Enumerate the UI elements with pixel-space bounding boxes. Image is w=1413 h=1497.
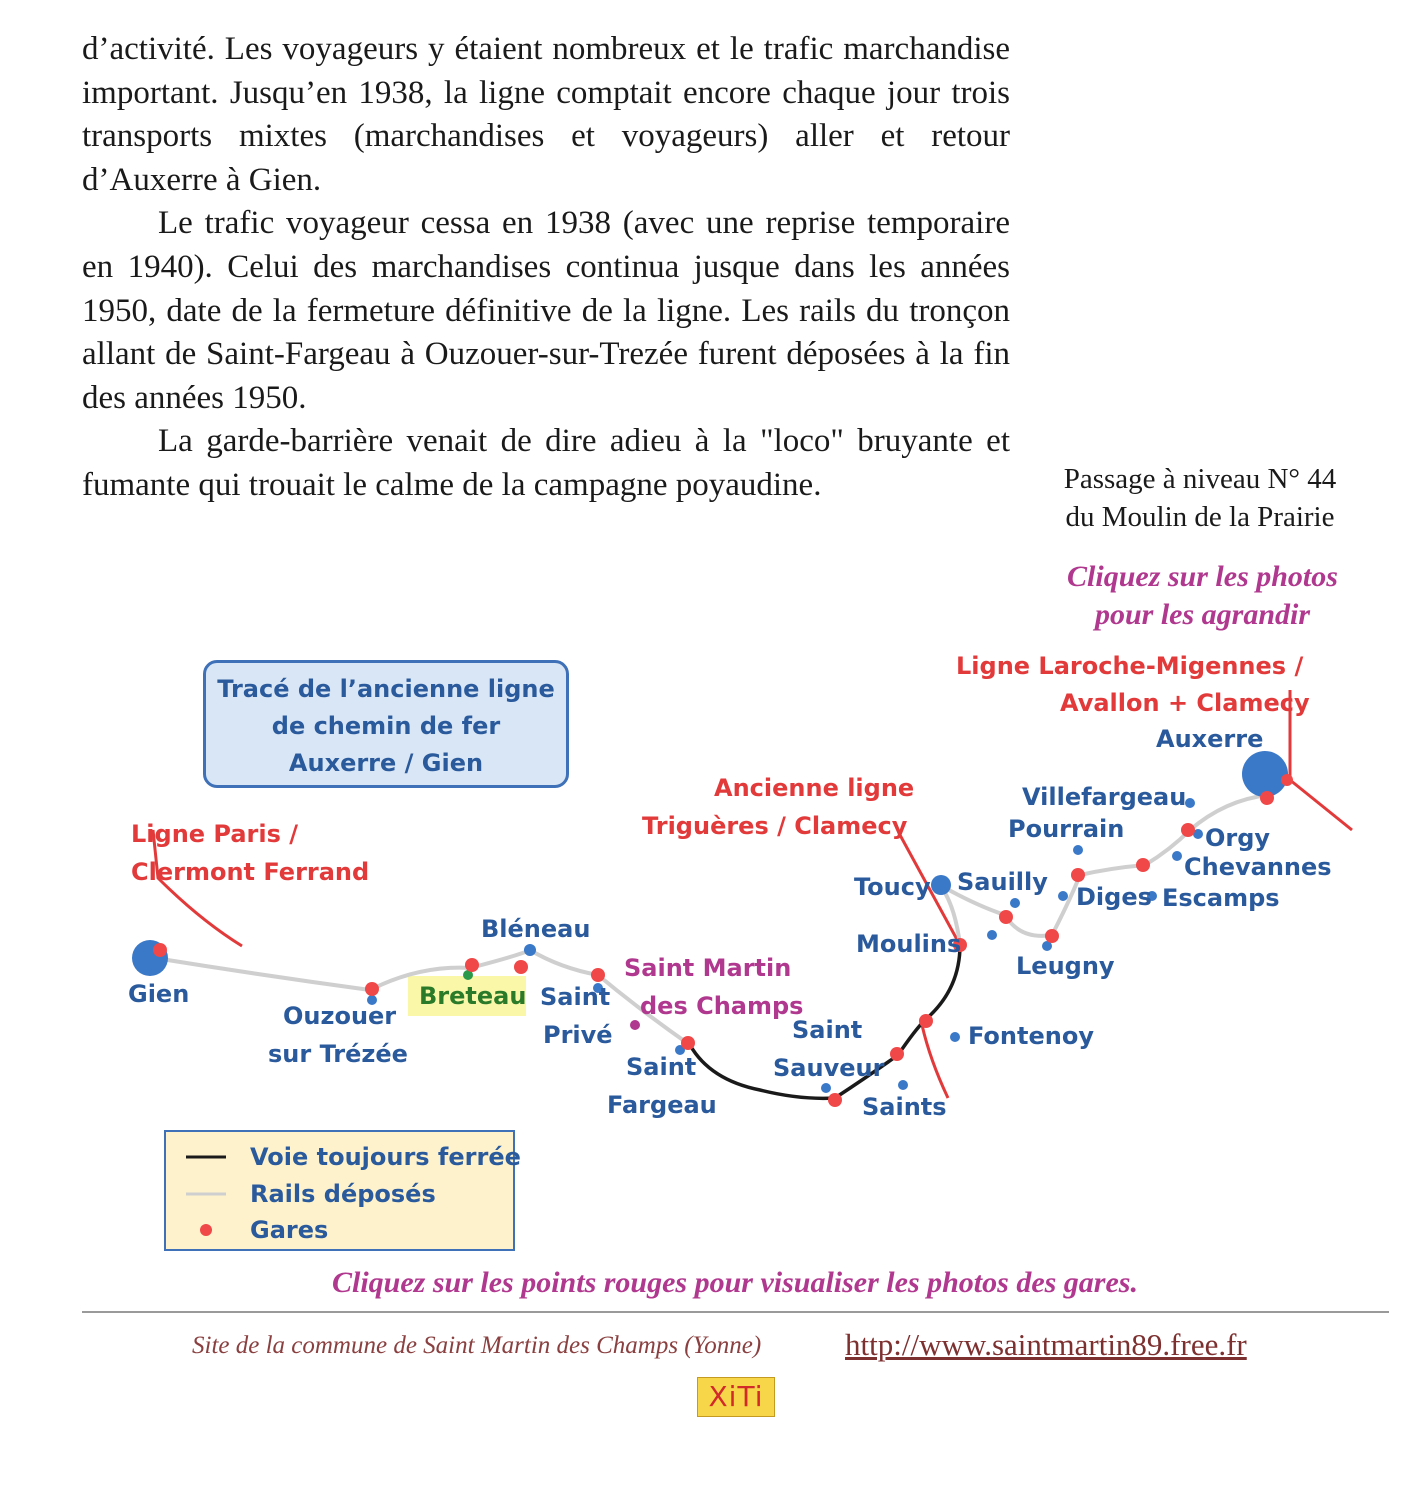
- footer-site-text: Site de la commune de Saint Martin des Champs (Yonne): [192, 1332, 762, 1359]
- label-saint-fargeau-1: Saint: [626, 1053, 697, 1081]
- label-fontenoy: Fontenoy: [968, 1022, 1094, 1050]
- label-saint-martin-2: des Champs: [640, 992, 804, 1020]
- town-dot-diges: [1058, 891, 1068, 901]
- paragraph-2: Le trafic voyageur cessa en 1938 (avec une reprise temporaire en 1940). Celui des marchandises continua jusque dans les années 1950, date de la fermeture définitive de la ligne. Les rails du tronçon allant de Saint-Fargeau à Ouzouer-sur-Trezée furent déposées à la fin des années 1950.: [82, 205, 1010, 416]
- label-ouzouer-1: Ouzouer: [283, 1002, 397, 1030]
- auxerre-circle: [1242, 751, 1288, 797]
- label-saint-sauveur-1: Saint: [792, 1016, 863, 1044]
- town-dot-moulins: [987, 930, 997, 940]
- legend-row-gares: [166, 1215, 513, 1247]
- label-auxerre: Auxerre: [1156, 725, 1264, 753]
- town-dot-fontenoy: [950, 1032, 960, 1042]
- paragraph-1: d’activité. Les voyageurs y étaient nombreux et le trafic marchandise important. Jusqu’en 1938, la ligne comptait encore chaque jour trois transports mixtes (marchandises et voyageurs) aller et retour d’Auxerre à Gien.: [82, 31, 1010, 198]
- legend-red-dot-icon: [186, 1215, 226, 1245]
- station-gien: [153, 943, 167, 957]
- station-diges: [1071, 868, 1085, 882]
- xiti-counter-badge[interactable]: XiTi: [697, 1377, 775, 1417]
- photo-caption-line1: Passage à niveau N° 44: [1063, 463, 1337, 495]
- label-saint-martin-1: Saint Martin: [624, 954, 792, 982]
- footer-site-link[interactable]: http://www.saintmartin89.free.fr: [845, 1327, 1247, 1362]
- avallon-line: [1290, 780, 1352, 830]
- town-dot-saint-sauveur: [821, 1083, 831, 1093]
- station-escamps: [1136, 858, 1150, 872]
- label-pourrain: Pourrain: [1008, 815, 1125, 843]
- laroche-line-label-1: Ligne Laroche-Migennes /: [956, 652, 1304, 680]
- station-fontenoy: [919, 1014, 933, 1028]
- triguere-line-label-1: Ancienne ligne: [714, 774, 915, 802]
- label-ouzouer-2: sur Trézée: [268, 1040, 408, 1068]
- legend-ferree-label: Voie toujours ferrée: [250, 1143, 521, 1171]
- clamecy-branch: [922, 1025, 948, 1098]
- town-dot-villefargeau: [1185, 798, 1195, 808]
- label-diges: Diges: [1076, 883, 1152, 911]
- legend-deposes-label: Rails déposés: [250, 1180, 436, 1208]
- town-dot-saints: [898, 1080, 908, 1090]
- label-saints: Saints: [862, 1093, 947, 1121]
- label-saint-prive-2: Privé: [543, 1021, 613, 1049]
- label-chevannes: Chevannes: [1184, 853, 1332, 881]
- town-dot-pourrain: [1073, 845, 1083, 855]
- click-stations-hint: Cliquez sur les points rouges pour visualiser les photos des gares.: [332, 1266, 1138, 1299]
- paragraph-3: La garde-barrière venait de dire adieu à la "loco" bruyante et fumante qui trouait le calme de la campagne poyaudine.: [82, 423, 1010, 503]
- station-saints: [890, 1047, 904, 1061]
- label-moulins: Moulins: [856, 930, 962, 958]
- triguere-line-label-2: Triguères / Clamecy: [642, 812, 908, 840]
- station-ouzouer: [365, 982, 379, 996]
- town-dot-sauilly: [1010, 898, 1020, 908]
- map-title-line3: Auxerre / Gien: [288, 749, 484, 777]
- label-escamps: Escamps: [1162, 884, 1280, 912]
- label-leugny: Leugny: [1016, 952, 1115, 980]
- photo-caption-line2: du Moulin de la Prairie: [1065, 501, 1335, 533]
- label-saint-fargeau-2: Fargeau: [607, 1091, 717, 1119]
- town-dot-saint-martin: [630, 1020, 640, 1030]
- click-photos-line2: pour les agrandir: [1094, 598, 1311, 631]
- click-photos-hint: [1030, 558, 1375, 634]
- station-orgy: [1181, 823, 1195, 837]
- paris-line-label-1: Ligne Paris /: [131, 820, 299, 848]
- station-auxerre-2: [1281, 774, 1293, 786]
- map-legend: [164, 1130, 521, 1251]
- town-dot-bleneau: [524, 944, 536, 956]
- map-title-box: [203, 660, 569, 788]
- legend-gray-line-icon: [186, 1179, 226, 1209]
- label-sauilly: Sauilly: [957, 868, 1048, 896]
- toucy-circle: [931, 875, 951, 895]
- station-toucy: [999, 910, 1013, 924]
- station-bleneau: [465, 958, 479, 972]
- station-saint-fargeau: [681, 1036, 695, 1050]
- label-saint-prive-1: Saint: [540, 983, 611, 1011]
- label-villefargeau: Villefargeau: [1022, 783, 1187, 811]
- map-title-line2: de chemin de fer: [271, 712, 501, 740]
- legend-row-deposes: [166, 1179, 513, 1211]
- map-title-line1: Tracé de l’ancienne ligne: [217, 675, 555, 703]
- station-saint-sauveur: [828, 1093, 842, 1107]
- legend-row-ferree: [166, 1142, 521, 1174]
- label-toucy: Toucy: [854, 873, 931, 901]
- photo-caption: [1030, 460, 1370, 536]
- railway-map: [0, 640, 1413, 1260]
- laroche-line-label-2: Avallon + Clamecy: [1060, 689, 1310, 717]
- paris-line-label-2: Clermont Ferrand: [131, 858, 370, 886]
- town-dot-chevannes: [1172, 851, 1182, 861]
- label-gien: Gien: [128, 980, 190, 1008]
- label-orgy: Orgy: [1205, 824, 1271, 852]
- station-leugny: [1045, 929, 1059, 943]
- legend-black-line-icon: [186, 1142, 226, 1172]
- footer-divider: [82, 1311, 1389, 1313]
- station-breteau: [514, 960, 528, 974]
- label-saint-sauveur-2: Sauveur: [773, 1054, 885, 1082]
- label-breteau: Breteau: [419, 982, 527, 1010]
- article-text: [82, 28, 1010, 508]
- click-photos-line1: Cliquez sur les photos: [1067, 560, 1338, 593]
- legend-gares-label: Gares: [250, 1216, 329, 1244]
- label-bleneau: Bléneau: [481, 915, 591, 943]
- station-auxerre: [1260, 791, 1274, 805]
- station-saint-prive: [591, 968, 605, 982]
